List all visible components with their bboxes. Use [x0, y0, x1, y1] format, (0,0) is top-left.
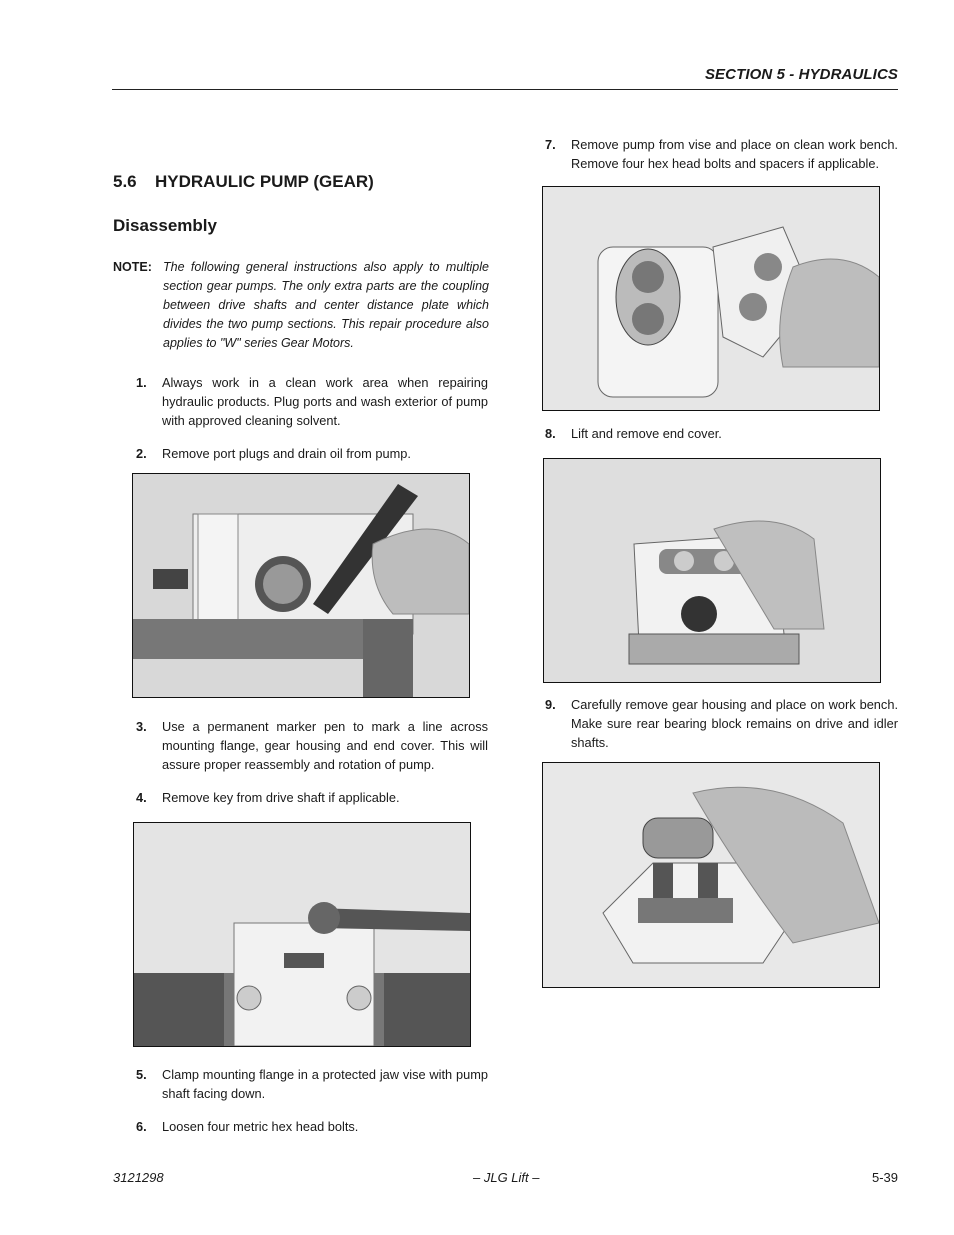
note-text: The following general instructions also apply to multiple section gear pumps. The only extra parts are the coupling between drive shafts and center distance plate which divides the two pump sections. This repair procedure also applies to "W" series Gear Motors. — [163, 260, 489, 350]
step-text: Always work in a clean work area when repairing hydraulic products. Plug ports and wash exterior of pump with approved cleaning solvent. — [162, 375, 488, 428]
step-5 — [136, 1065, 488, 1103]
step-8 — [545, 424, 898, 443]
step-number: 9. — [545, 697, 556, 712]
step-number: 4. — [136, 790, 147, 805]
step-number: 1. — [136, 375, 147, 390]
section-number: 5.6 — [113, 172, 137, 191]
footer-doc-number: 3121298 — [113, 1170, 164, 1185]
step-number: 7. — [545, 137, 556, 152]
footer-center: – JLG Lift – — [473, 1170, 540, 1185]
step-4 — [136, 788, 488, 807]
note-label: NOTE: — [113, 260, 152, 274]
step-number: 2. — [136, 446, 147, 461]
photo-loosening-bolts — [133, 822, 471, 1047]
step-3 — [136, 717, 488, 774]
photo-removing-cover — [542, 186, 880, 411]
footer-page-number: 5-39 — [871, 1170, 898, 1185]
section-heading — [113, 172, 374, 192]
photo-lifting-end-cover — [543, 458, 881, 683]
step-number: 6. — [136, 1119, 147, 1134]
step-1 — [136, 373, 488, 430]
step-number: 5. — [136, 1067, 147, 1082]
step-text: Clamp mounting flange in a protected jaw vise with pump shaft facing down. — [162, 1067, 488, 1101]
step-text: Use a permanent marker pen to mark a line across mounting flange, gear housing and end cover. This will assure proper reassembly and rotation of pump. — [162, 719, 488, 772]
step-text: Loosen four metric hex head bolts. — [162, 1119, 359, 1134]
step-9 — [545, 695, 898, 752]
step-number: 3. — [136, 719, 147, 734]
step-2 — [136, 444, 488, 463]
section-title: HYDRAULIC PUMP (GEAR) — [155, 172, 374, 191]
step-6 — [136, 1117, 488, 1136]
step-text: Remove port plugs and drain oil from pump. — [162, 446, 411, 461]
section-header: SECTION 5 - HYDRAULICS — [704, 66, 898, 83]
step-text: Remove key from drive shaft if applicable. — [162, 790, 400, 805]
header-rule — [112, 89, 898, 90]
step-text: Carefully remove gear housing and place on work bench. Make sure rear bearing block remains on drive and idler shafts. — [571, 697, 898, 750]
photo-marking-pump — [132, 473, 470, 698]
step-text: Remove pump from vise and place on clean work bench. Remove four hex head bolts and spacers if applicable. — [571, 137, 898, 171]
note-block — [113, 258, 489, 353]
subheading: Disassembly — [113, 216, 217, 235]
step-text: Lift and remove end cover. — [571, 426, 722, 441]
step-number: 8. — [545, 426, 556, 441]
photo-gear-housing — [542, 762, 880, 988]
step-7 — [545, 135, 898, 173]
